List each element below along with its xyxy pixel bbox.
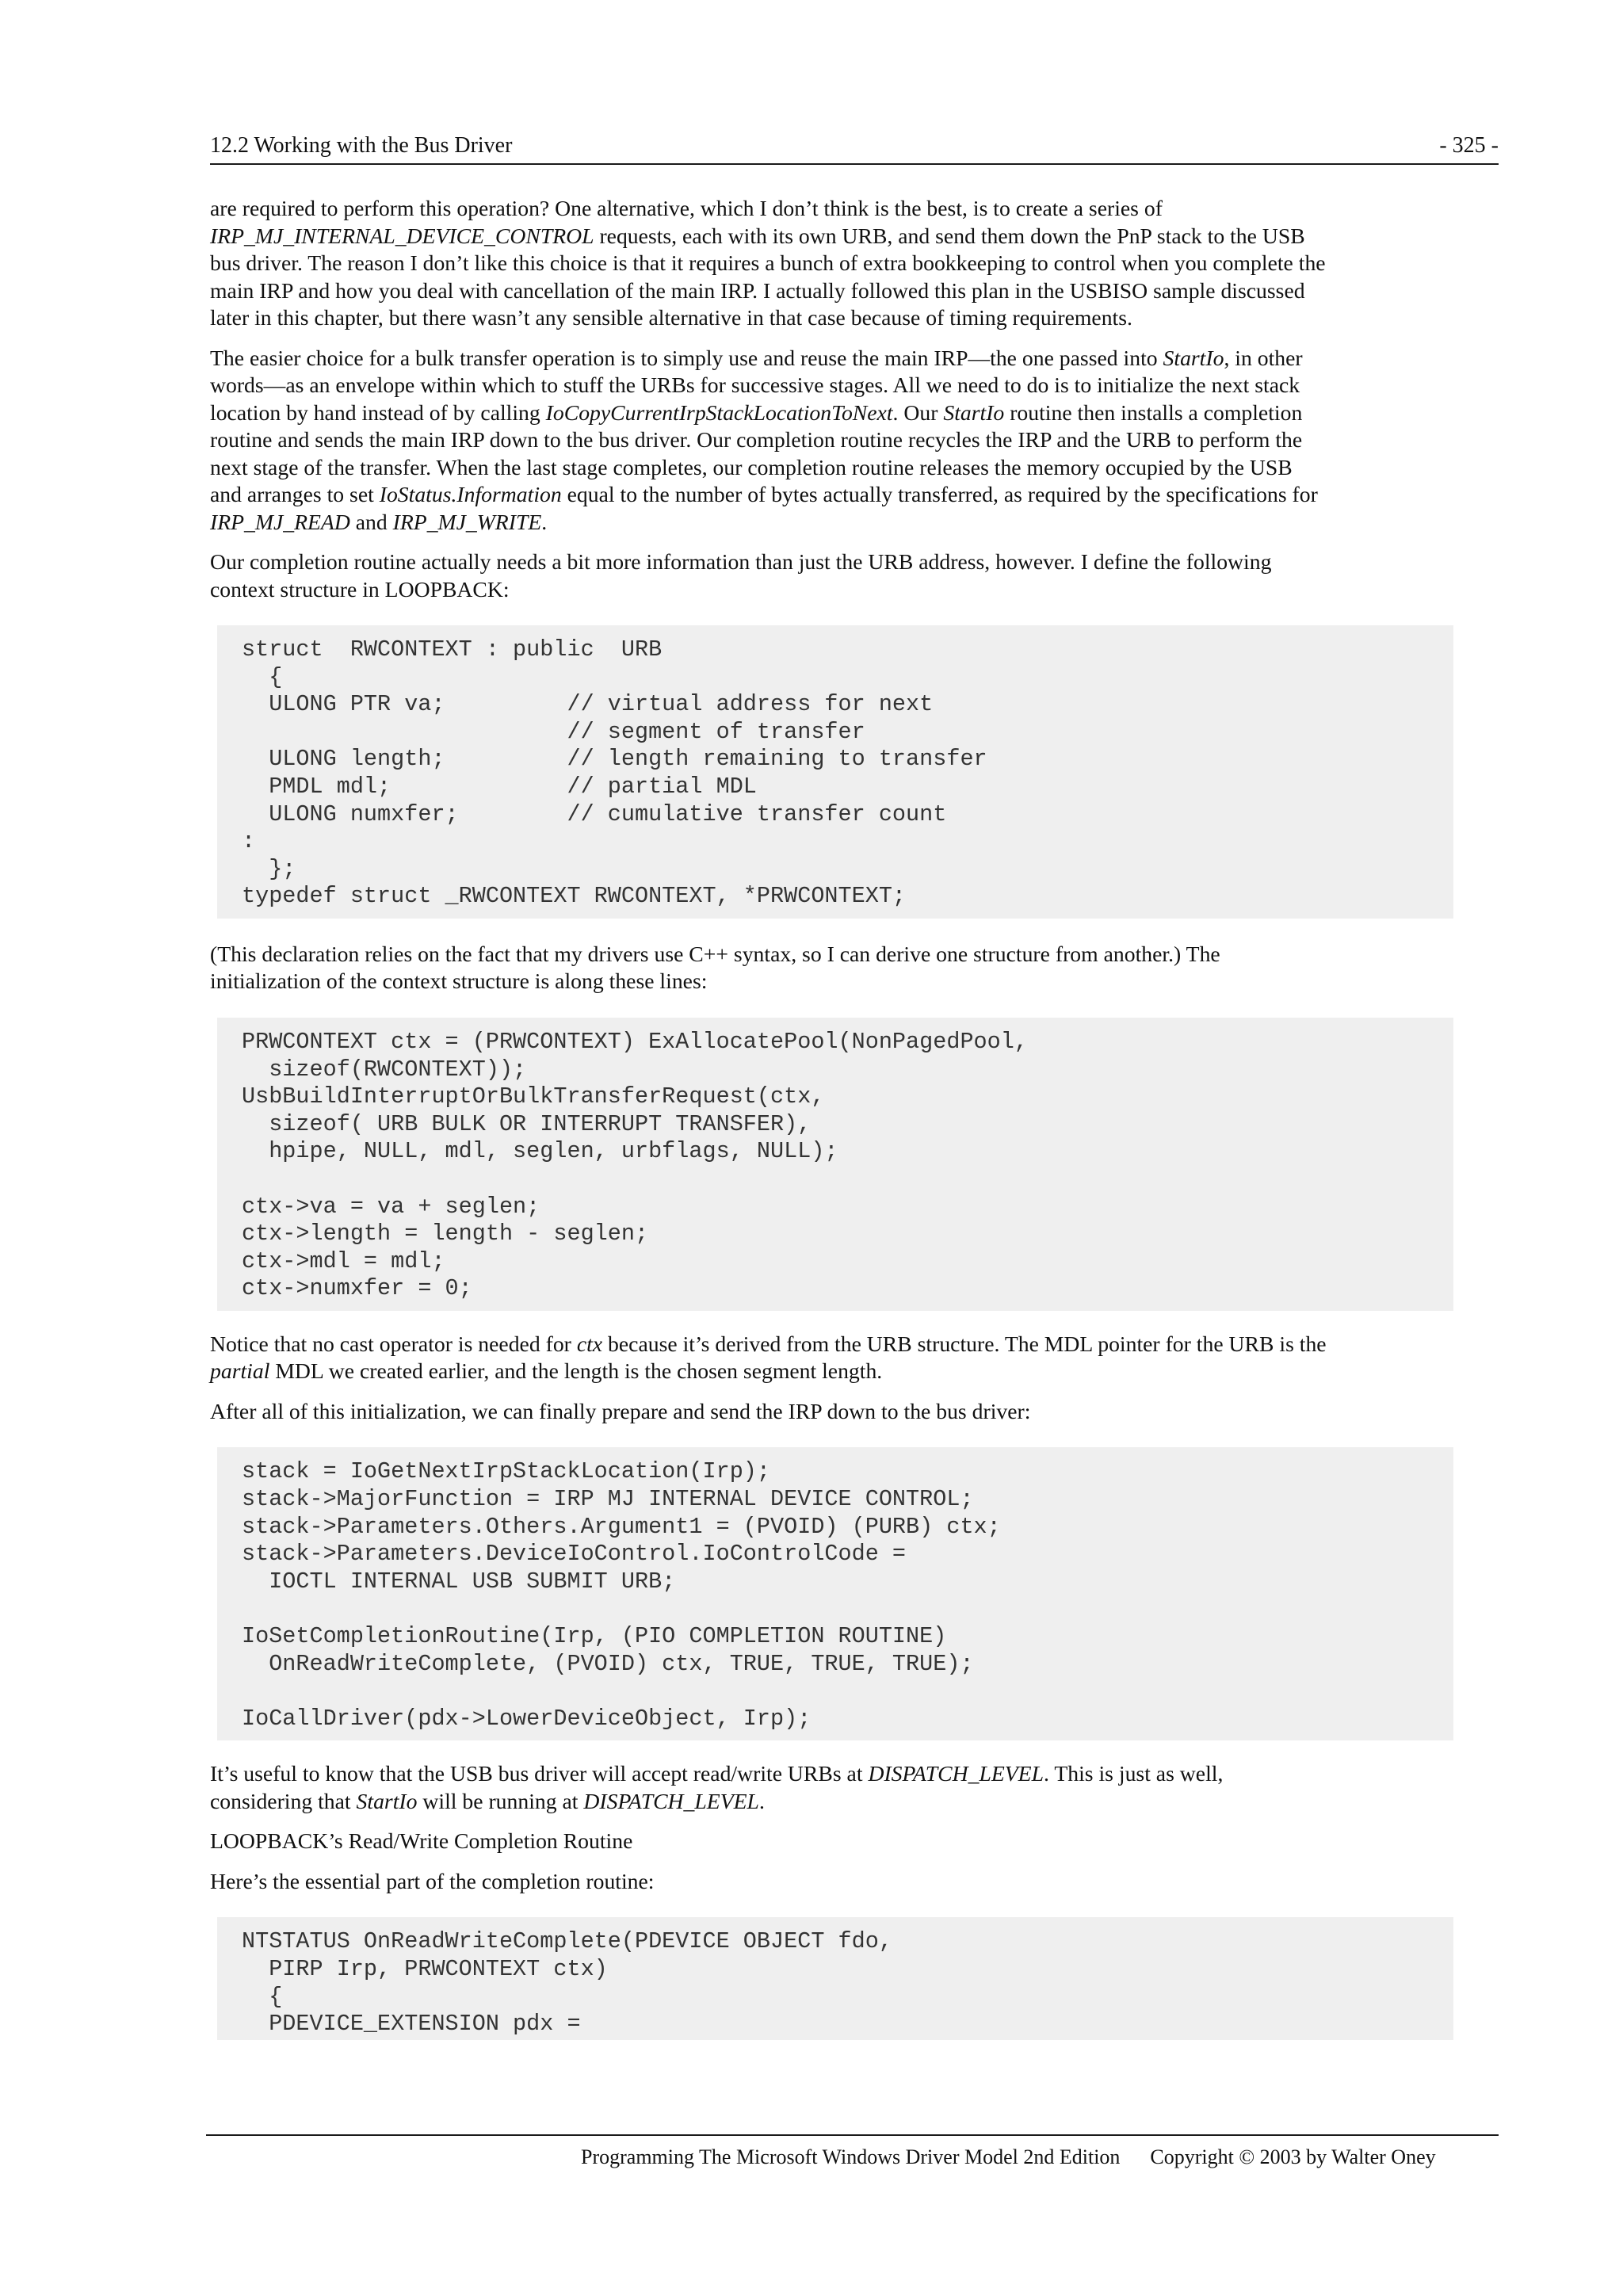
section-title: 12.2 Working with the Bus Driver [210, 133, 513, 158]
text-run: . This is just as well, [1044, 1761, 1224, 1786]
text-run: . [758, 1788, 765, 1813]
body-paragraph [210, 1331, 1478, 1385]
italic-term: IRP_MJ_WRITE [392, 509, 542, 534]
subsection-heading [210, 1828, 1478, 1855]
footer-copyright: Copyright © 2003 by Walter Oney [1150, 2145, 1436, 2168]
text-run: main IRP and how you deal with cancellation of the main IRP. I actually followed this plan in the USBISO sample discussed [210, 277, 1305, 303]
page-header [210, 130, 1499, 165]
text-run: Our completion routine actually needs a bit more information than just the URB address, however. I define the following [210, 549, 1272, 574]
body-paragraph [210, 548, 1478, 603]
text-run: location by hand instead of by calling [210, 399, 546, 425]
body-paragraph [210, 345, 1478, 537]
text-run: Notice that no cast operator is needed for [210, 1331, 577, 1356]
body-paragraph [210, 1760, 1478, 1815]
body-paragraph [210, 1868, 1478, 1896]
text-run: After all of this initialization, we can finally prepare and send the IRP down to the bus driver: [210, 1398, 1031, 1423]
text-run: requests, each with its own URB, and send them down the PnP stack to the USB [594, 223, 1305, 248]
body-paragraph [210, 1398, 1478, 1426]
page-body [210, 195, 1478, 2040]
page-footer [581, 2145, 1436, 2169]
text-run: initialization of the context structure is along these lines: [210, 968, 708, 994]
text-run: will be running at [417, 1788, 584, 1813]
italic-term: DISPATCH_LEVEL [583, 1788, 759, 1813]
text-run: (This declaration relies on the fact that my drivers use C++ syntax, so I can derive one structure from another.) The [210, 941, 1220, 966]
text-run: and arranges to set [210, 482, 380, 506]
italic-term: partial [210, 1358, 270, 1384]
italic-term: DISPATCH_LEVEL [868, 1761, 1044, 1786]
text-run: LOOPBACK’s Read/Write Completion Routine [210, 1828, 633, 1854]
text-run: next stage of the transfer. When the last stage completes, our completion routine releases the memory occupied by the USB [210, 454, 1293, 479]
text-run: routine and sends the main IRP down to the bus driver. Our completion routine recycles the IRP and the URB to perform the [210, 427, 1303, 452]
body-paragraph [210, 941, 1478, 995]
text-run: context structure in LOOPBACK: [210, 576, 510, 602]
text-run: It’s useful to know that the USB bus driver will accept read/write URBs at [210, 1761, 869, 1786]
text-run: . Our [892, 399, 944, 425]
italic-term: IoCopyCurrentIrpStackLocationToNext [545, 399, 893, 425]
text-run: Here’s the essential part of the completion routine: [210, 1868, 655, 1893]
italic-term: IoStatus.Information [379, 482, 562, 506]
footer-rule [206, 2134, 1499, 2136]
code-block-send-irp: stack = IoGetNextIrpStackLocation(Irp); stack->MajorFunction = IRP MJ INTERNAL DEVICE CONTROL; stack->Parameters.Others.Argument1 = (PVOID) (PURB) ctx; stack->Parameters.DeviceIoControl.IoControlCode = IOCTL INTERNAL USB SUBMIT URB; IoSetCompletionRoutine(Irp, (PIO COMPLETION ROUTINE) OnReadWriteComplete, (PVOID) ctx, TRUE, TRUE, TRUE); IoCallDriver(pdx->LowerDeviceObject, Irp); [217, 1447, 1453, 1740]
body-paragraph [210, 195, 1478, 332]
italic-term: StartIo [356, 1788, 418, 1813]
italic-term: StartIo [1163, 345, 1224, 370]
footer-book-title: Programming The Microsoft Windows Driver Model 2nd Edition [581, 2145, 1121, 2168]
text-run: MDL we created earlier, and the length is the chosen segment length. [269, 1358, 883, 1384]
text-run: bus driver. The reason I don’t like this choice is that it requires a bunch of extra bookkeeping to control when you complete the [210, 250, 1326, 275]
text-run: words—as an envelope within which to stuff the URBs for successive stages. All we need to do is to initialize the next stack [210, 372, 1300, 397]
text-run: are required to perform this operation? One alternative, which I don’t think is the best, is to create a series of [210, 196, 1163, 220]
text-run: because it’s derived from the URB structure. The MDL pointer for the URB is the [602, 1331, 1327, 1356]
text-run: . [541, 509, 548, 534]
italic-term: IRP_MJ_INTERNAL_DEVICE_CONTROL [210, 223, 594, 248]
text-run: The easier choice for a bulk transfer operation is to simply use and reuse the main IRP—the one passed into [210, 345, 1163, 370]
code-block-rwcontext-struct: struct RWCONTEXT : public URB { ULONG PTR va; // virtual address for next // segment of transfer ULONG length; // length remaining to transfer PMDL mdl; // partial MDL ULONG numxfer; // cumulative transfer count : }; typedef struct _RWCONTEXT RWCONTEXT, *PRWCONTEXT; [217, 625, 1453, 919]
italic-term: IRP_MJ_READ [210, 509, 350, 534]
text-run: and [349, 509, 393, 534]
text-run: considering that [210, 1788, 357, 1813]
text-run: later in this chapter, but there wasn’t any sensible alternative in that case because of timing requirements. [210, 305, 1132, 330]
text-run: routine then installs a completion [1004, 399, 1303, 425]
code-block-completion-routine: NTSTATUS OnReadWriteComplete(PDEVICE OBJECT fdo, PIRP Irp, PRWCONTEXT ctx) { PDEVICE_EXTENSION pdx = [217, 1917, 1453, 2040]
italic-term: StartIo [943, 399, 1005, 425]
italic-term: ctx [576, 1331, 603, 1356]
text-run: equal to the number of bytes actually transferred, as required by the specifications for [561, 482, 1318, 506]
page-number: - 325 - [1439, 133, 1499, 158]
text-run: , in other [1224, 345, 1303, 370]
code-block-context-init: PRWCONTEXT ctx = (PRWCONTEXT) ExAllocatePool(NonPagedPool, sizeof(RWCONTEXT)); UsbBuildInterruptOrBulkTransferRequest(ctx, sizeof( URB BULK OR INTERRUPT TRANSFER), hpipe, NULL, mdl, seglen, urbflags, NULL); ctx->va = va + seglen; ctx->length = length - seglen; ctx->mdl = mdl; ctx->numxfer = 0; [217, 1018, 1453, 1311]
